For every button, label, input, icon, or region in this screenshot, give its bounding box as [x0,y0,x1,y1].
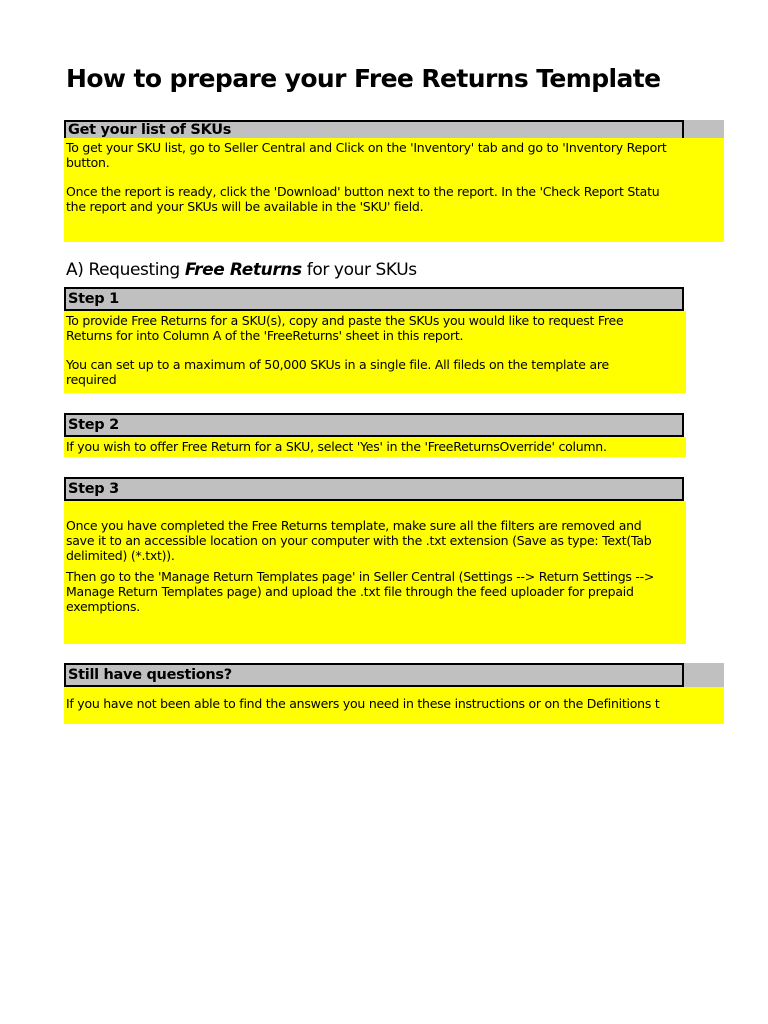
questions-header-label: Still have questions? [68,667,232,683]
step3-text-line: Manage Return Templates page) and upload the .txt file through the feed uploader for prepaid [66,584,634,599]
questions-text-line: If you have not been able to find the answers you need in these instructions or on the Definitions t [66,696,660,711]
sku-section-header-extension [684,120,724,140]
section-a-title [66,260,417,280]
step1-text-line: You can set up to a maximum of 50,000 SKUs in a single file. All fileds on the template are [66,357,609,372]
step3-text-line: Then go to the 'Manage Return Templates page' in Seller Central (Settings --> Return Settings --> [66,569,655,584]
sku-section-body [64,138,724,242]
step2-text-line: If you wish to offer Free Return for a SKU, select 'Yes' in the 'FreeReturnsOverride' column. [66,439,607,454]
step1-text-line: required [66,372,117,387]
step1-header-label: Step 1 [68,291,119,307]
sku-text-line: button. [66,155,110,170]
step3-text-line: exemptions. [66,599,140,614]
sku-text-line: Once the report is ready, click the 'Download' button next to the report. In the 'Check Report Statu [66,184,660,199]
questions-header-extension [684,663,724,687]
step3-header-label: Step 3 [68,481,119,497]
step2-header [64,413,684,437]
step1-header [64,287,684,311]
sku-section-header [64,120,684,140]
step3-text-line: Once you have completed the Free Returns template, make sure all the filters are removed and [66,518,642,533]
questions-header [64,663,684,687]
sku-text-line: To get your SKU list, go to Seller Central and Click on the 'Inventory' tab and go to 'Inventory Report [66,140,667,155]
step3-body [64,501,686,644]
step2-body [64,437,686,457]
questions-body [64,687,724,724]
step3-text-line: delimited) (*.txt)). [66,548,175,563]
section-a-prefix: A) Requesting [66,260,185,280]
step1-text-line: Returns for into Column A of the 'FreeReturns' sheet in this report. [66,328,464,343]
step1-body [64,311,686,393]
step2-header-label: Step 2 [68,417,119,433]
section-a-emphasis: Free Returns [184,260,302,280]
section-a-suffix: for your SKUs [301,260,417,280]
page-title: How to prepare your Free Returns Template [66,64,661,93]
sku-text-line: the report and your SKUs will be available in the 'SKU' field. [66,199,424,214]
step3-text-line: save it to an accessible location on your computer with the .txt extension (Save as type: Text(Tab [66,533,652,548]
step3-header [64,477,684,501]
step1-text-line: To provide Free Returns for a SKU(s), copy and paste the SKUs you would like to request Free [66,313,624,328]
sku-section-header-label: Get your list of SKUs [68,122,232,138]
